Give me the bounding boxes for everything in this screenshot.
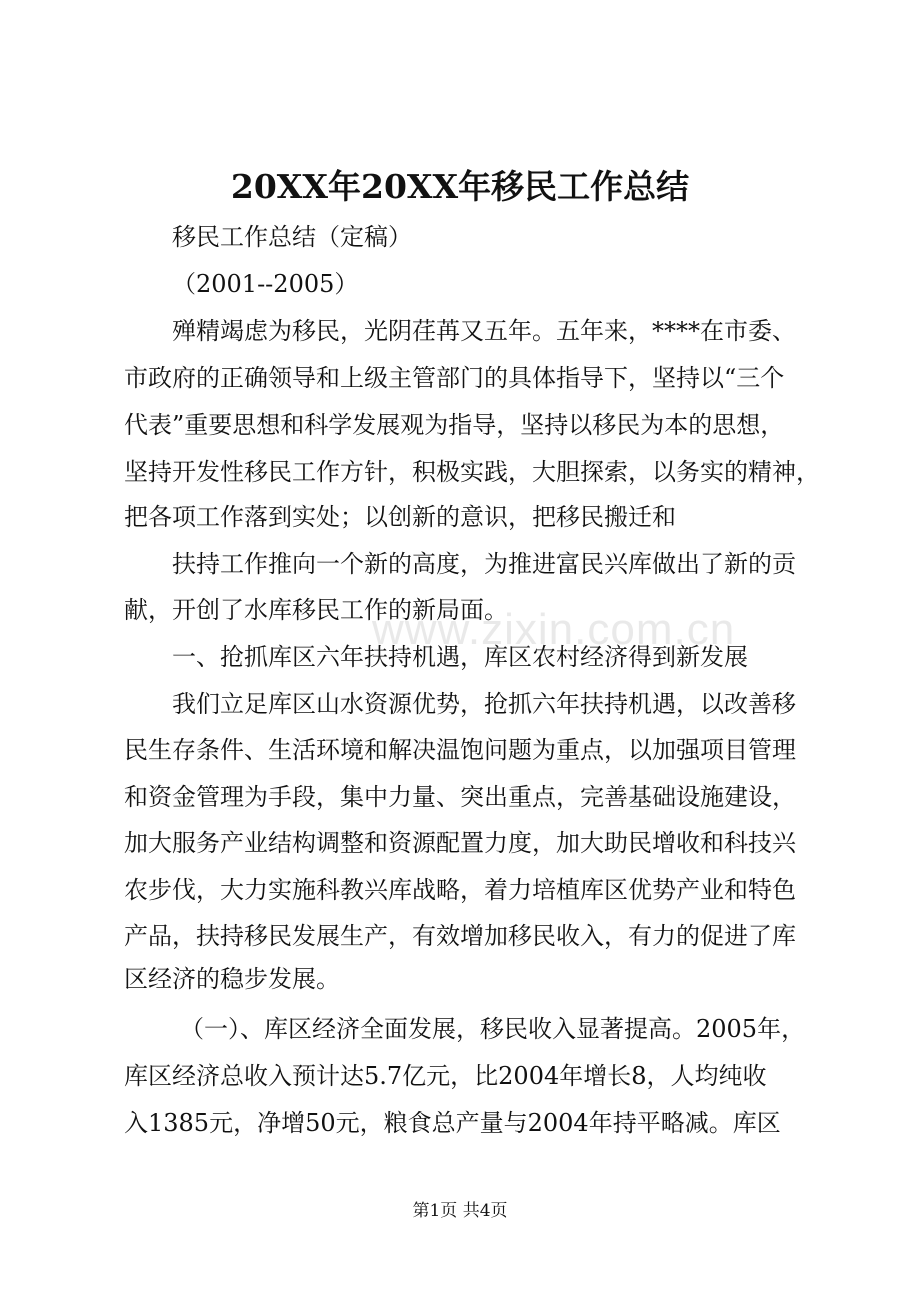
paragraph-line: 殚精竭虑为移民，光阴荏苒又五年。五年来，****在市委、 [172,317,796,345]
document-title: 20XX年20XX年移民工作总结 [230,167,690,206]
paragraph-line: 库区经济总收入预计达5.7亿元，比2004年增长8，人均纯收 [124,1062,767,1090]
paragraph-line: 扶持工作推向一个新的高度，为推进富民兴库做出了新的贡 [172,550,796,578]
date-range-line: （2001--2005） [172,270,359,298]
paragraph-line: （一）、库区经济全面发展，移民收入显著提高。2005年， [180,1015,806,1043]
paragraph-line: 区经济的稳步发展。 [124,965,340,993]
paragraph-line: 代表”重要思想和科学发展观为指导，坚持以移民为本的思想， [124,411,785,439]
watermark: www.zixin.com.cn [372,605,736,654]
section-heading: 一、抢抓库区六年扶持机遇，库区农村经济得到新发展 [172,643,748,671]
paragraph-line: 献，开创了水库移民工作的新局面。 [124,596,508,624]
paragraph-line: 坚持开发性移民工作方针，积极实践，大胆探索，以务实的精神， [124,458,820,486]
paragraph-line: 和资金管理为手段，集中力量、突出重点，完善基础设施建设， [124,783,796,811]
page-footer: 第1页 共4页 [412,1201,508,1221]
paragraph-line: 市政府的正确领导和上级主管部门的具体指导下，坚持以“三个 [124,364,785,392]
paragraph-line: 民生存条件、生活环境和解决温饱问题为重点，以加强项目管理 [124,736,796,764]
paragraph-line: 我们立足库区山水资源优势，抢抓六年扶持机遇，以改善移 [172,690,796,718]
paragraph-line: 农步伐，大力实施科教兴库战略，着力培植库区优势产业和特色 [124,876,796,904]
paragraph-line: 把各项工作落到实处；以创新的意识，把移民搬迁和 [124,503,676,531]
subtitle-line: 移民工作总结（定稿） [172,223,412,251]
paragraph-line: 产品，扶持移民发展生产，有效增加移民收入，有力的促进了库 [124,922,796,950]
paragraph-line: 入1385元，净增50元，粮食总产量与2004年持平略减。库区 [124,1109,781,1137]
paragraph-line: 加大服务产业结构调整和资源配置力度，加大助民增收和科技兴 [124,829,796,857]
